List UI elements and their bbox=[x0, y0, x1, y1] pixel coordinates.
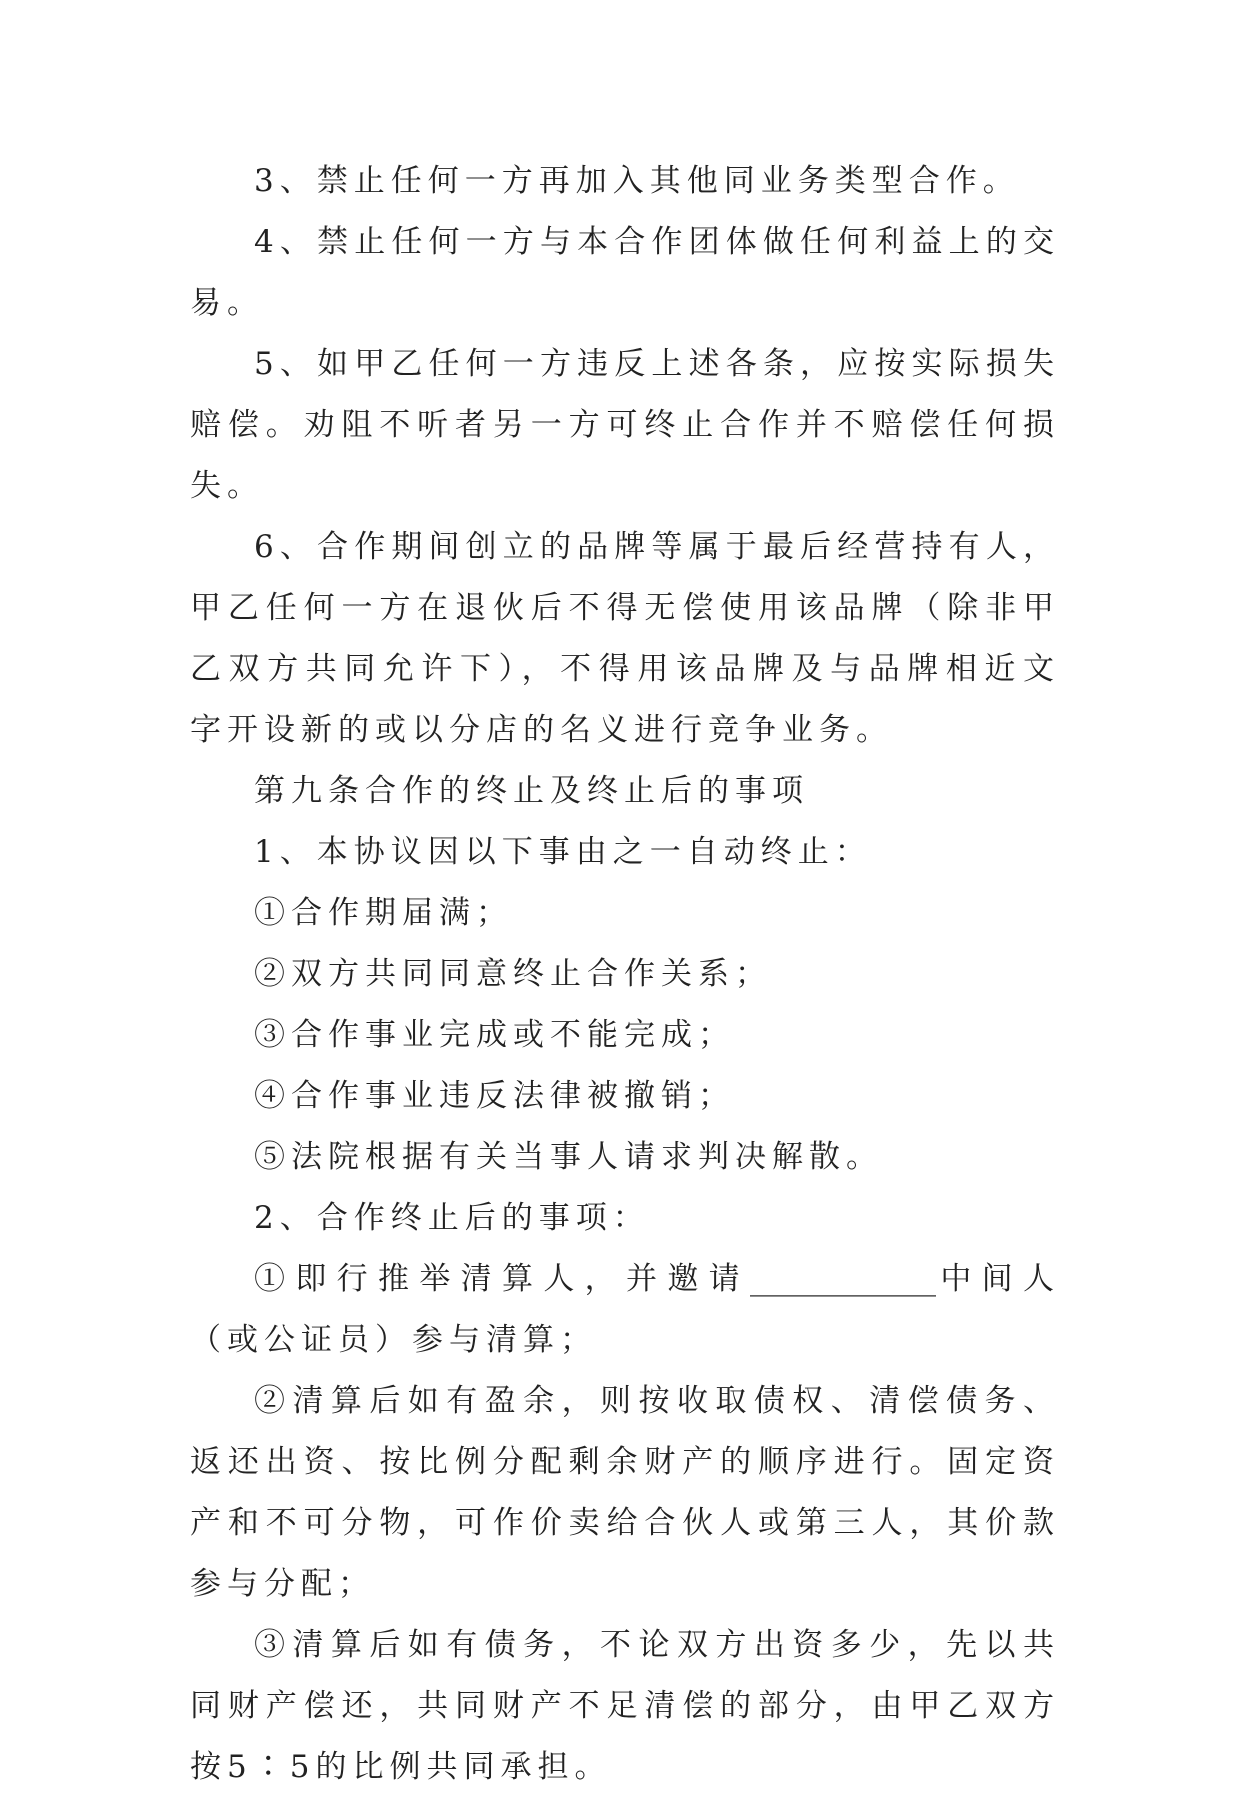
post-termination-item-2: ②清算后如有盈余，则按收取债权、清偿债务、返还出资、按比例分配剩余财产的顺序进行。固定资产和不可分物，可作价卖给合伙人或第三人，其价款参与分配； bbox=[190, 1383, 1060, 1602]
termination-intro: 1、本协议因以下事由之一自动终止： bbox=[254, 834, 872, 870]
clause-4: 4、禁止任何一方与本合作团体做任何利益上的交易。 bbox=[190, 224, 1060, 321]
termination-item-2: ②双方共同同意终止合作关系； bbox=[254, 956, 772, 992]
post-termination-intro: 2、合作终止后的事项： bbox=[254, 1200, 650, 1236]
termination-item-3: ③合作事业完成或不能完成； bbox=[254, 1017, 735, 1053]
termination-item-5: ⑤法院根据有关当事人请求判决解散。 bbox=[254, 1139, 883, 1175]
post-termination-item-1 bbox=[190, 1249, 1060, 1371]
document-body bbox=[190, 151, 1060, 1798]
fill-in-blank: ____________ bbox=[750, 1261, 936, 1297]
article-9-heading: 第九条合作的终止及终止后的事项 bbox=[254, 773, 809, 809]
clause-6: 6、合作期间创立的品牌等属于最后经营持有人，甲乙任何一方在退伙后不得无偿使用该品牌（除非甲乙双方共同允许下），不得用该品牌及与品牌相近文字开设新的或以分店的名义进行竞争业务。 bbox=[190, 529, 1060, 748]
termination-item-4: ④合作事业违反法律被撤销； bbox=[254, 1078, 735, 1114]
clause-3: 3、禁止任何一方再加入其他同业务类型合作。 bbox=[254, 163, 1020, 199]
clause-5: 5、如甲乙任何一方违反上述各条，应按实际损失赔偿。劝阻不听者另一方可终止合作并不赔偿任何损失。 bbox=[190, 346, 1060, 504]
clause-text-after-blank: 中间人（或公证员）参与清算； bbox=[190, 1261, 1060, 1358]
post-termination-item-3: ③清算后如有债务，不论双方出资多少，先以共同财产偿还，共同财产不足清偿的部分，由甲乙双方按5∶5的比例共同承担。 bbox=[190, 1627, 1060, 1785]
termination-item-1: ①合作期届满； bbox=[254, 895, 513, 931]
clause-text-before-blank: ①即行推举清算人，并邀请 bbox=[254, 1261, 750, 1297]
